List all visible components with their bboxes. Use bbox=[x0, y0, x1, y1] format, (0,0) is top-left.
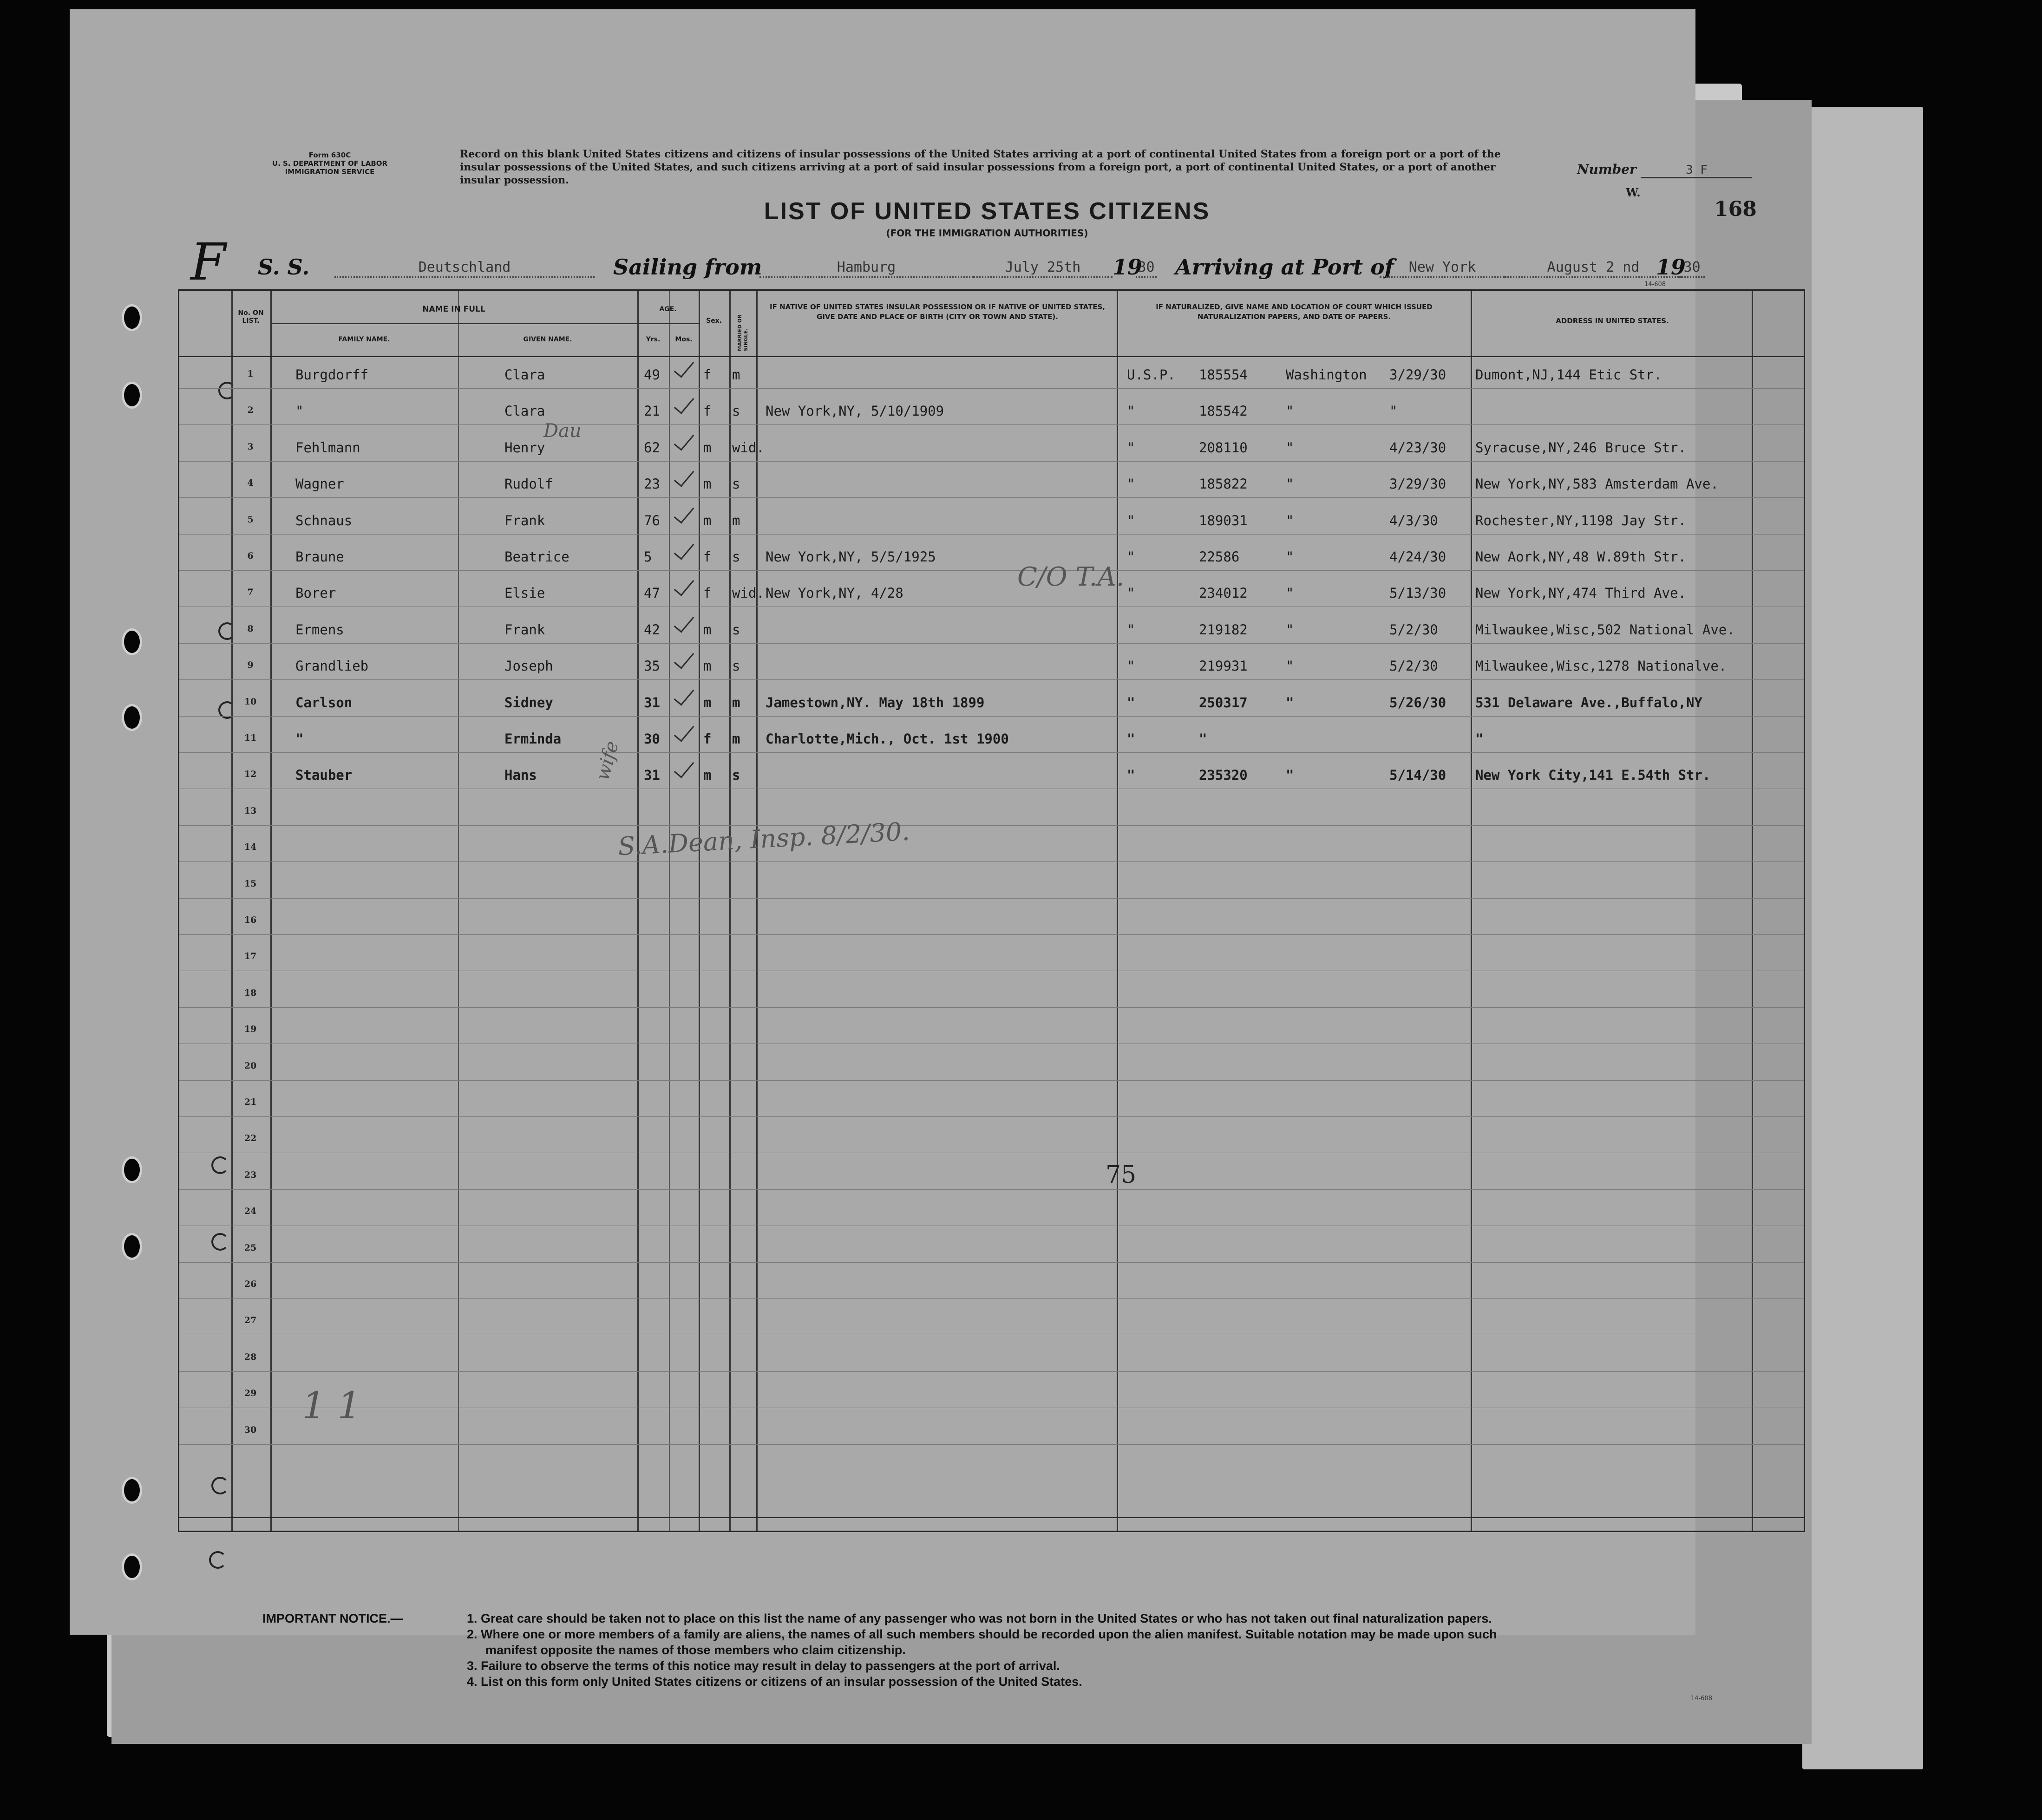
cell-address: Milwaukee,Wisc,502 National Ave. bbox=[1475, 621, 1735, 638]
header-birth-place: IF NATIVE OF UNITED STATES INSULAR POSSESSION OR IF NATIVE OF UNITED STATES, GIVE DATE AND PLACE OF BIRTH (CITY OR TOWN AND STATE). bbox=[770, 303, 1105, 321]
row-number: 14 bbox=[244, 842, 257, 853]
cell-sex: m bbox=[703, 767, 712, 783]
row-rule bbox=[179, 1007, 1804, 1008]
handwritten-number: 75 bbox=[1106, 1161, 1137, 1189]
cell-nat-num: 22586 bbox=[1199, 549, 1240, 565]
cell-family: Stauber bbox=[295, 767, 353, 783]
header-married-single: MARRIED OR SINGLE. bbox=[737, 314, 749, 351]
cell-given: Joseph bbox=[504, 658, 553, 674]
cell-sex: m bbox=[703, 658, 712, 674]
row-number: 24 bbox=[244, 1206, 257, 1217]
row-number: 7 bbox=[247, 587, 254, 598]
row-number: 27 bbox=[244, 1315, 257, 1326]
check-mark bbox=[674, 611, 694, 633]
cell-ms: s bbox=[732, 549, 740, 565]
cell-family: Schnaus bbox=[295, 512, 353, 528]
row-rule bbox=[179, 752, 1804, 753]
row-rule bbox=[179, 1371, 1804, 1372]
notice-item-1: 1. Great care should be taken not to place on this list the name of any passenger who was not born in the United States or who has not taken out final naturalization papers. bbox=[467, 1611, 1492, 1625]
row-number: 16 bbox=[244, 915, 257, 925]
row-number: 23 bbox=[244, 1169, 257, 1180]
handwritten-care-of: C/O T.A. bbox=[1017, 562, 1125, 592]
cell-ms: m bbox=[732, 694, 740, 711]
cell-nat-num: 234012 bbox=[1199, 585, 1248, 601]
cell-ms: s bbox=[732, 476, 740, 492]
cell-family: Grandlieb bbox=[295, 658, 369, 674]
row-rule bbox=[179, 861, 1804, 862]
cell-nat-court: " bbox=[1286, 439, 1294, 456]
row-number: 28 bbox=[244, 1351, 257, 1362]
row-number: 5 bbox=[247, 514, 254, 525]
cell-nat-date: 4/24/30 bbox=[1389, 549, 1446, 565]
adjacent-page-edge bbox=[1802, 107, 1923, 1769]
cell-given: Hans bbox=[504, 767, 537, 783]
cell-nat-court: " bbox=[1286, 585, 1294, 601]
header-given-name: GIVEN NAME. bbox=[523, 336, 572, 343]
cell-nat-date: 4/23/30 bbox=[1389, 439, 1446, 456]
cell-yrs: 42 bbox=[644, 621, 660, 638]
header-family-name: FAMILY NAME. bbox=[338, 336, 390, 343]
handwritten-mark-bottom: 1 1 bbox=[302, 1384, 361, 1427]
cell-nat-num: 235320 bbox=[1199, 767, 1248, 783]
col-divider bbox=[699, 291, 700, 1531]
cell-family: Burgdorff bbox=[295, 367, 369, 383]
row-rule bbox=[179, 1444, 1804, 1445]
row-number: 19 bbox=[244, 1024, 257, 1035]
header-sex: Sex. bbox=[706, 317, 722, 325]
row-number: 26 bbox=[244, 1279, 257, 1289]
cell-address: New Aork,NY,48 W.89th Str. bbox=[1475, 549, 1686, 565]
handwritten-letter: F bbox=[190, 232, 226, 292]
check-mark bbox=[674, 684, 694, 705]
cell-ms: m bbox=[732, 731, 740, 747]
form-identifier bbox=[232, 151, 427, 176]
cell-sex: m bbox=[703, 439, 712, 456]
department-name: U. S. DEPARTMENT OF LABOR bbox=[272, 159, 388, 168]
row-rule bbox=[179, 570, 1804, 571]
row-number: 13 bbox=[244, 805, 257, 816]
arrival-year-prefix: 19 bbox=[1656, 254, 1686, 280]
col-divider bbox=[729, 291, 731, 1531]
cell-given: Sidney bbox=[504, 694, 553, 711]
sailing-from-label: Sailing from bbox=[613, 254, 762, 280]
cell-nat-num: 219182 bbox=[1199, 621, 1248, 638]
number-label: Number bbox=[1577, 162, 1636, 177]
check-mark bbox=[674, 647, 694, 669]
row-number: 20 bbox=[244, 1060, 257, 1071]
row-number: 2 bbox=[247, 405, 254, 416]
cell-yrs: 21 bbox=[644, 403, 660, 419]
page-title: LIST OF UNITED STATES CITIZENS bbox=[764, 198, 1211, 225]
row-number: 6 bbox=[247, 551, 254, 561]
sailing-date: July 25th bbox=[973, 259, 1113, 278]
cell-family: Wagner bbox=[295, 476, 344, 492]
header-naturalization: IF NATURALIZED, GIVE NAME AND LOCATION OF COURT WHICH ISSUED NATURALIZATION PAPERS, AND DATE OF PAPERS. bbox=[1156, 303, 1433, 321]
notice-item-4: 4. List on this form only United States citizens or citizens of an insular possession of the United States. bbox=[467, 1675, 1082, 1689]
check-mark bbox=[674, 429, 694, 450]
cell-nat-court: " bbox=[1286, 694, 1294, 711]
cell-nat-court: " bbox=[1286, 512, 1294, 528]
cell-family: Fehlmann bbox=[295, 439, 360, 456]
header-no-on-list: No. ON LIST. bbox=[238, 309, 264, 325]
cell-address: " bbox=[1475, 731, 1484, 747]
bottom-stamp: 14-608 bbox=[1691, 1695, 1713, 1702]
cell-nat-date: 5/2/30 bbox=[1389, 621, 1438, 638]
row-number: 22 bbox=[244, 1133, 257, 1144]
cell-address: Dumont,NJ,144 Etic Str. bbox=[1475, 367, 1662, 383]
voyage-line bbox=[258, 254, 1754, 282]
binder-hole bbox=[122, 1553, 142, 1580]
page-subtitle: (FOR THE IMMIGRATION AUTHORITIES) bbox=[886, 228, 1088, 239]
cell-address: Milwaukee,Wisc,1278 Nationalve. bbox=[1475, 658, 1727, 674]
arrival-year: 30 bbox=[1679, 259, 1705, 278]
arrival-date: August 2 nd bbox=[1505, 259, 1682, 278]
row-rule bbox=[179, 643, 1804, 644]
cell-nat-date: 5/14/30 bbox=[1389, 767, 1446, 783]
col-divider bbox=[756, 291, 758, 1531]
cell-yrs: 76 bbox=[644, 512, 660, 528]
col-divider bbox=[1752, 291, 1753, 1531]
cell-address: Rochester,NY,1198 Jay Str. bbox=[1475, 512, 1686, 528]
binder-hole bbox=[122, 1156, 142, 1183]
header-bottom bbox=[179, 356, 1804, 357]
cell-nat-date: " bbox=[1389, 403, 1398, 419]
cell-birth: New York,NY, 5/10/1909 bbox=[766, 403, 944, 419]
sailing-year: 30 bbox=[1136, 259, 1157, 278]
cell-yrs: 23 bbox=[644, 476, 660, 492]
binder-hole bbox=[122, 1233, 142, 1260]
cell-nat-date: 4/3/30 bbox=[1389, 512, 1438, 528]
cell-given: Frank bbox=[504, 621, 545, 638]
cell-given: Clara bbox=[504, 367, 545, 383]
check-mark bbox=[674, 502, 694, 523]
row-rule bbox=[179, 898, 1804, 899]
cell-family: Borer bbox=[295, 585, 336, 601]
col-divider bbox=[1117, 291, 1118, 1531]
row-rule bbox=[179, 825, 1804, 826]
check-mark bbox=[674, 538, 694, 560]
number-value: 3 F bbox=[1641, 163, 1752, 178]
handwritten-wife: wife bbox=[592, 738, 623, 783]
binder-hole bbox=[122, 704, 142, 731]
row-rule bbox=[179, 934, 1804, 935]
binder-hole bbox=[122, 304, 142, 331]
cell-nat-pre: " bbox=[1127, 694, 1135, 711]
cell-nat-num: 208110 bbox=[1199, 439, 1248, 456]
arrival-port: New York bbox=[1380, 259, 1505, 278]
check-mark bbox=[674, 575, 694, 596]
cell-sex: m bbox=[703, 694, 712, 711]
notice-item-3: 3. Failure to observe the terms of this notice may result in delay to passengers at the port of arrival. bbox=[467, 1659, 1060, 1673]
col-divider bbox=[637, 291, 639, 1531]
cell-given: Erminda bbox=[504, 731, 562, 747]
row-number: 30 bbox=[244, 1424, 257, 1435]
cell-nat-pre: " bbox=[1127, 439, 1135, 456]
cell-nat-pre: " bbox=[1127, 658, 1135, 674]
cell-yrs: 30 bbox=[644, 731, 660, 747]
cell-given: Henry bbox=[504, 439, 545, 456]
col-divider bbox=[231, 291, 233, 1531]
cell-nat-num: 185554 bbox=[1199, 367, 1248, 383]
cell-nat-date: 5/2/30 bbox=[1389, 658, 1438, 674]
cell-address: 531 Delaware Ave.,Buffalo,NY bbox=[1475, 694, 1702, 711]
cell-nat-pre: " bbox=[1127, 403, 1135, 419]
cell-family: Carlson bbox=[295, 694, 353, 711]
row-number: 15 bbox=[244, 878, 257, 889]
binder-hole bbox=[122, 382, 142, 409]
cell-nat-court: " bbox=[1286, 767, 1294, 783]
cell-nat-num: 250317 bbox=[1199, 694, 1248, 711]
header-age: AGE. bbox=[659, 306, 677, 313]
cell-nat-pre: " bbox=[1127, 476, 1135, 492]
row-number: 12 bbox=[244, 769, 257, 780]
cell-nat-court: " bbox=[1286, 658, 1294, 674]
row-rule bbox=[179, 679, 1804, 680]
cell-sex: m bbox=[703, 621, 712, 638]
cell-ms: s bbox=[732, 767, 740, 783]
row-rule bbox=[179, 461, 1804, 462]
check-mark bbox=[674, 465, 694, 487]
cell-yrs: 5 bbox=[644, 549, 652, 565]
cell-nat-date: 3/29/30 bbox=[1389, 476, 1446, 492]
row-rule bbox=[179, 1080, 1804, 1081]
number-field bbox=[1577, 162, 1752, 178]
notice-item-2: 2. Where one or more members of a family are aliens, the names of all such members should be recorded upon the alien manifest. Suitable notation may be made upon such bbox=[467, 1627, 1497, 1641]
header-age-months: Mos. bbox=[675, 336, 693, 343]
cell-given: Rudolf bbox=[504, 476, 553, 492]
cell-family: Braune bbox=[295, 549, 344, 565]
row-rule bbox=[179, 716, 1804, 717]
cell-nat-pre: " bbox=[1127, 512, 1135, 528]
cell-family: " bbox=[295, 731, 304, 747]
cell-sex: f bbox=[703, 403, 712, 419]
row-rule bbox=[179, 1116, 1804, 1117]
cell-yrs: 47 bbox=[644, 585, 660, 601]
cell-nat-court: Washington bbox=[1286, 367, 1367, 383]
binder-hole bbox=[122, 628, 142, 655]
cell-birth: New York,NY, 5/5/1925 bbox=[766, 549, 936, 565]
cell-nat-court: " bbox=[1286, 549, 1294, 565]
cell-family: Ermens bbox=[295, 621, 344, 638]
row-number: 1 bbox=[247, 369, 254, 379]
cell-nat-pre: " bbox=[1127, 549, 1135, 565]
handwritten-dau: Dau bbox=[543, 420, 582, 442]
sailing-from-port: Hamburg bbox=[759, 259, 973, 278]
page-number: 168 bbox=[1714, 197, 1757, 221]
row-rule bbox=[179, 497, 1804, 498]
row-number: 3 bbox=[247, 441, 254, 452]
ss-label: S. S. bbox=[258, 254, 310, 280]
notice-lead: IMPORTANT NOTICE.— bbox=[262, 1611, 403, 1625]
cell-ms: s bbox=[732, 621, 740, 638]
row-number: 29 bbox=[244, 1388, 257, 1399]
check-mark bbox=[674, 757, 694, 778]
form-number: Form 630C bbox=[308, 151, 351, 159]
cell-nat-date: 5/13/30 bbox=[1389, 585, 1446, 601]
row-number: 25 bbox=[244, 1242, 257, 1253]
cell-yrs: 31 bbox=[644, 767, 660, 783]
row-rule bbox=[179, 1262, 1804, 1263]
cell-ms: s bbox=[732, 658, 740, 674]
row-number: 8 bbox=[247, 623, 254, 634]
cell-nat-num: " bbox=[1199, 731, 1207, 747]
cell-yrs: 35 bbox=[644, 658, 660, 674]
cell-nat-court: " bbox=[1286, 476, 1294, 492]
citizens-table bbox=[178, 289, 1805, 1532]
row-rule bbox=[179, 534, 1804, 535]
cell-sex: f bbox=[703, 585, 712, 601]
inspector-signature: S.A.Dean, Insp. 8/2/30. bbox=[617, 816, 910, 861]
header-subline bbox=[270, 323, 699, 324]
header-age-years: Yrs. bbox=[646, 336, 661, 343]
cell-nat-num: 185822 bbox=[1199, 476, 1248, 492]
binder-hole bbox=[122, 1477, 142, 1504]
col-divider bbox=[458, 291, 459, 1531]
cell-sex: m bbox=[703, 512, 712, 528]
cell-sex: f bbox=[703, 367, 712, 383]
cell-birth: New York,NY, 4/28 bbox=[766, 585, 903, 601]
row-number: 11 bbox=[244, 733, 257, 743]
cell-nat-num: 219931 bbox=[1199, 658, 1248, 674]
cell-given: Clara bbox=[504, 403, 545, 419]
cell-nat-num: 185542 bbox=[1199, 403, 1248, 419]
cell-sex: f bbox=[703, 549, 712, 565]
cell-address: New York,NY,474 Third Ave. bbox=[1475, 585, 1686, 601]
ship-name: Deutschland bbox=[334, 259, 595, 278]
cell-given: Beatrice bbox=[504, 549, 569, 565]
cell-ms: m bbox=[732, 367, 740, 383]
service-name: IMMIGRATION SERVICE bbox=[285, 168, 375, 176]
row-rule bbox=[179, 1189, 1804, 1190]
cell-given: Elsie bbox=[504, 585, 545, 601]
cell-family: " bbox=[295, 403, 304, 419]
cell-ms: wid. bbox=[732, 439, 765, 456]
col-divider bbox=[1471, 291, 1472, 1531]
cell-nat-date: 5/26/30 bbox=[1389, 694, 1446, 711]
cell-nat-pre: " bbox=[1127, 621, 1135, 638]
row-number: 17 bbox=[244, 951, 257, 962]
row-number: 21 bbox=[244, 1097, 257, 1107]
arriving-label: Arriving at Port of bbox=[1175, 254, 1394, 280]
w-label: W. bbox=[1626, 186, 1641, 199]
cell-birth: Jamestown,NY. May 18th 1899 bbox=[766, 694, 985, 711]
row-rule bbox=[179, 1298, 1804, 1299]
cell-birth: Charlotte,Mich., Oct. 1st 1900 bbox=[766, 731, 1009, 747]
cell-nat-num: 189031 bbox=[1199, 512, 1248, 528]
cell-ms: wid. bbox=[732, 585, 765, 601]
cell-address: Syracuse,NY,246 Bruce Str. bbox=[1475, 439, 1686, 456]
check-mark bbox=[674, 720, 694, 742]
corner-stamp: 14-608 bbox=[1644, 281, 1666, 288]
col-divider bbox=[669, 291, 670, 1531]
sailing-year-prefix: 19 bbox=[1113, 254, 1143, 280]
cell-nat-pre: " bbox=[1127, 731, 1135, 747]
cell-ms: m bbox=[732, 512, 740, 528]
row-number: 18 bbox=[244, 987, 257, 998]
row-rule bbox=[179, 424, 1804, 425]
cell-nat-pre: " bbox=[1127, 767, 1135, 783]
cell-address: New York,NY,583 Amsterdam Ave. bbox=[1475, 476, 1719, 492]
check-mark bbox=[674, 356, 694, 378]
cell-given: Frank bbox=[504, 512, 545, 528]
form-instructions: Record on this blank United States citizens and citizens of insular possessions of the United States arriving at a port of continental United States from a foreign port or a port of the insular possessions of the United States, and such citizens arriving at a port of said insular possessions from a foreign port, a port of continental United States, or a port of another insular possession. bbox=[460, 148, 1501, 186]
row-number: 9 bbox=[247, 660, 254, 671]
cell-sex: f bbox=[703, 731, 712, 747]
cell-sex: m bbox=[703, 476, 712, 492]
cell-address: New York City,141 E.54th Str. bbox=[1475, 767, 1711, 783]
cell-ms: s bbox=[732, 403, 740, 419]
cell-yrs: 62 bbox=[644, 439, 660, 456]
notice-item-2-cont: manifest opposite the names of those members who claim citizenship. bbox=[485, 1643, 906, 1657]
header-name-in-full: NAME IN FULL bbox=[422, 305, 485, 314]
notice-items bbox=[467, 1611, 1814, 1690]
cell-yrs: 49 bbox=[644, 367, 660, 383]
cell-nat-court: " bbox=[1286, 621, 1294, 638]
header-address: ADDRESS IN UNITED STATES. bbox=[1556, 317, 1669, 325]
hole-ring bbox=[209, 1551, 227, 1569]
cell-nat-pre: U.S.P. bbox=[1127, 367, 1176, 383]
col-divider bbox=[270, 291, 272, 1531]
table-bottom-rule bbox=[179, 1517, 1804, 1518]
cell-nat-date: 3/29/30 bbox=[1389, 367, 1446, 383]
cell-nat-court: " bbox=[1286, 403, 1294, 419]
cell-yrs: 31 bbox=[644, 694, 660, 711]
row-rule bbox=[179, 388, 1804, 389]
row-number: 10 bbox=[244, 696, 257, 707]
row-number: 4 bbox=[247, 478, 254, 489]
cell-nat-pre: " bbox=[1127, 585, 1135, 601]
check-mark bbox=[674, 393, 694, 414]
